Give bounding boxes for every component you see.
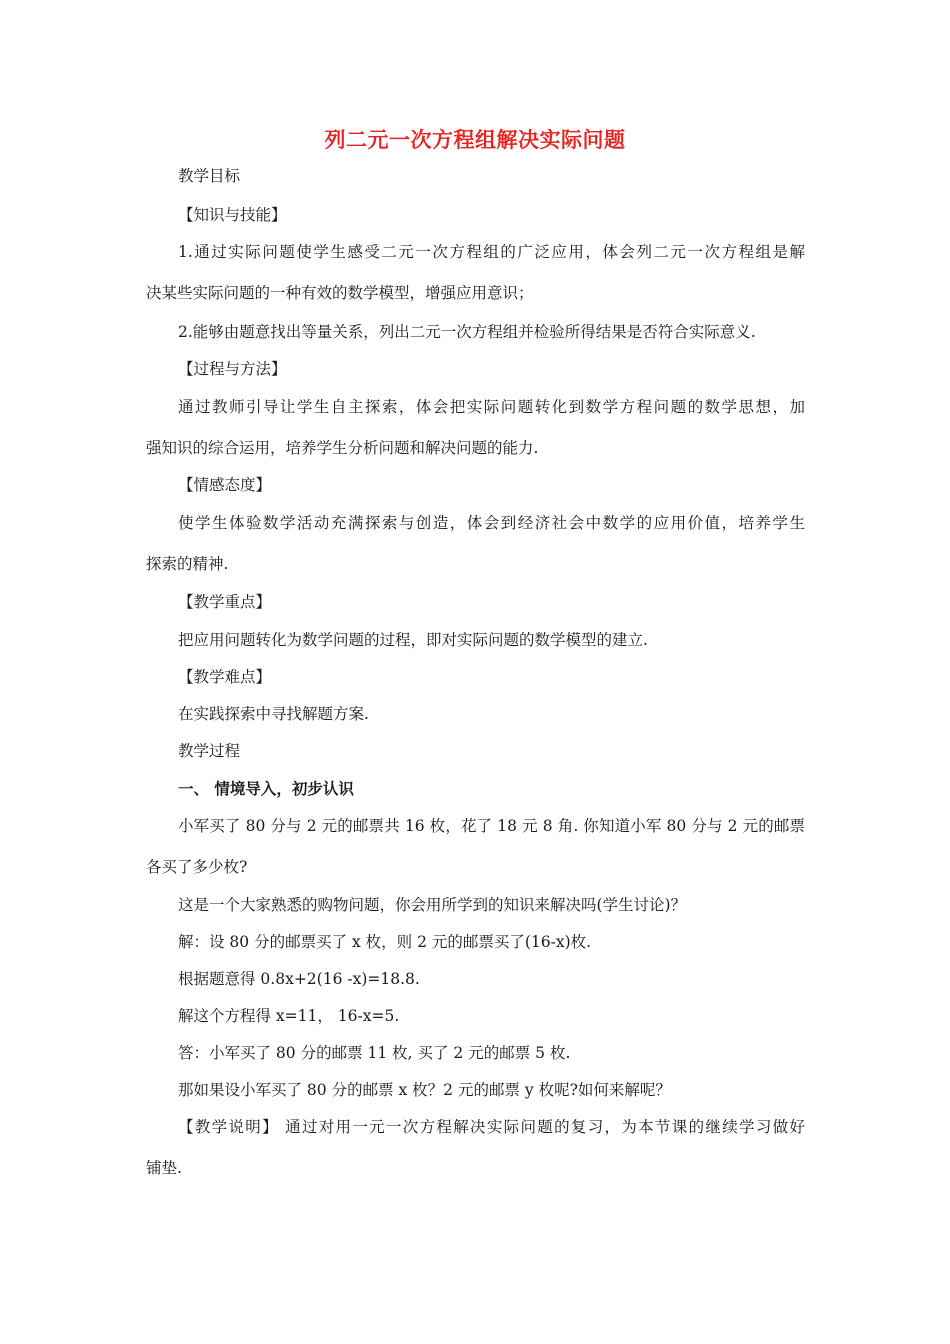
- problem-line-2: 各买了多少枚?: [146, 858, 248, 876]
- process-line-2: 强知识的综合运用，培养学生分析问题和解决问题的能力.: [146, 439, 539, 457]
- follow-up-question: 那如果设小军买了 80 分的邮票 x 枚？2 元的邮票 y 枚呢?如何来解呢？: [178, 1081, 671, 1099]
- section-knowledge-skills: 【知识与技能】: [178, 206, 287, 224]
- solution-result: 解这个方程得 x=11， 16-x=5.: [178, 1007, 400, 1025]
- section-emotion-attitude: 【情感态度】: [178, 476, 272, 494]
- solution-setup: 解：设 80 分的邮票买了 x 枚，则 2 元的邮票买了(16-x)枚.: [178, 933, 592, 951]
- heading-teaching-goals: 教学目标: [178, 167, 241, 185]
- solution-answer: 答：小军买了 80 分的邮票 11 枚, 买了 2 元的邮票 5 枚.: [178, 1044, 571, 1062]
- emotion-line-1: 使学生体验数学活动充满探索与创造，体会到经济社会中数学的应用价值，培养学生: [178, 514, 805, 532]
- teaching-note-line-1: 【教学说明】 通过对用一元一次方程解决实际问题的复习，为本节课的继续学习做好: [178, 1118, 805, 1136]
- discussion-prompt: 这是一个大家熟悉的购物问题，你会用所学到的知识来解决吗(学生讨论)？: [178, 896, 687, 914]
- teaching-note-line-2: 铺垫.: [146, 1159, 182, 1177]
- process-line-1: 通过教师引导让学生自主探索，体会把实际问题转化到数学方程问题的数学思想，加: [178, 398, 805, 416]
- step-1-heading: 一、 情境导入，初步认识: [178, 779, 354, 798]
- emotion-line-2: 探索的精神.: [146, 555, 229, 573]
- key-points-text: 把应用问题转化为数学问题的过程，即对实际问题的数学模型的建立.: [178, 631, 648, 649]
- document-title: 列二元一次方程组解决实际问题: [324, 127, 626, 152]
- section-difficulties: 【教学难点】: [178, 668, 272, 686]
- solution-equation: 根据题意得 0.8x+2(16 -x)=18.8.: [178, 970, 420, 988]
- section-process-method: 【过程与方法】: [178, 360, 287, 378]
- goal-1-line-1: 1.通过实际问题使学生感受二元一次方程组的广泛应用，体会列二元一次方程组是解: [178, 243, 805, 261]
- difficulties-text: 在实践探索中寻找解题方案.: [178, 705, 369, 723]
- section-key-points: 【教学重点】: [178, 593, 272, 611]
- goal-1-line-2: 决某些实际问题的一种有效的数学模型，增强应用意识；: [146, 284, 534, 302]
- goal-2: 2.能够由题意找出等量关系，列出二元一次方程组并检验所得结果是否符合实际意义.: [178, 323, 756, 341]
- heading-teaching-process: 教学过程: [178, 742, 241, 760]
- problem-line-1: 小军买了 80 分与 2 元的邮票共 16 枚，花了 18 元 8 角. 你知道小军 80 分与 2 元的邮票: [178, 817, 805, 835]
